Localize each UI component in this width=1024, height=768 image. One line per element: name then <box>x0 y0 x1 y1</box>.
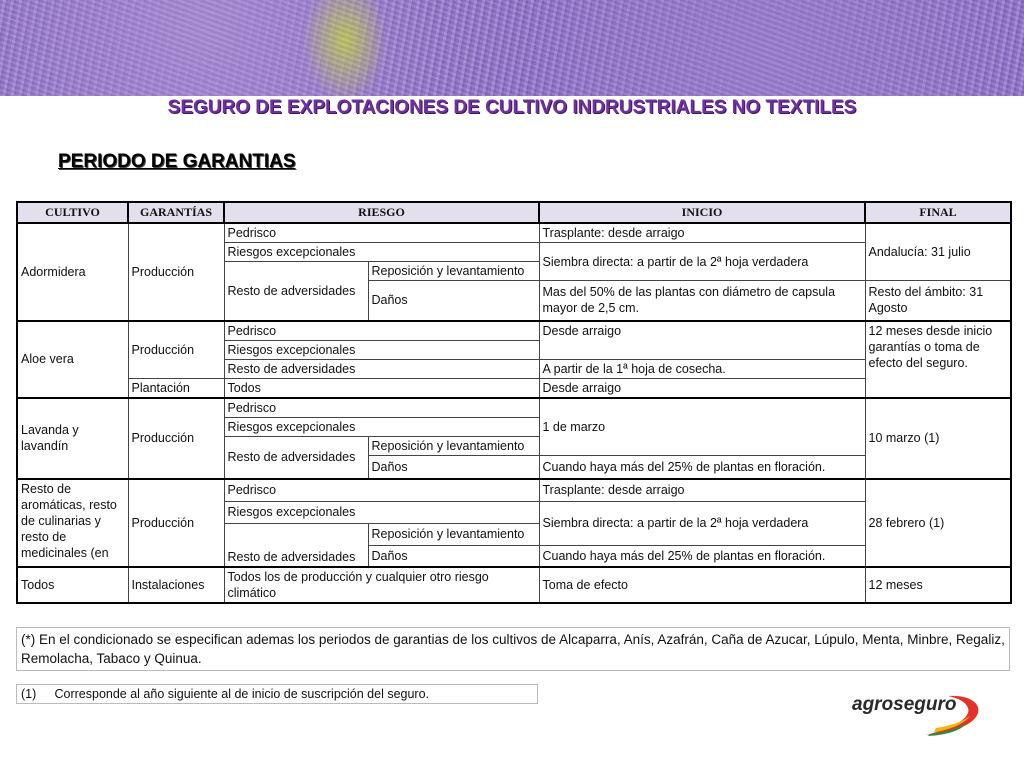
riesgo-cell: Resto de adversidades <box>224 436 368 479</box>
crops-note: (*) En el condicionado se especifican ademas los periodos de garantias de los cultivos de Alcaparra, Anís, Azafrán, Caña de Azucar, Lúpulo, Menta, Minbre, Regaliz, Remolacha, Tabaco y Quinua. <box>16 627 1010 671</box>
table-row <box>17 398 1011 418</box>
table-row <box>17 567 1011 603</box>
riesgo-cell: Riesgos excepcionales <box>224 501 539 523</box>
garantia-cell: Producción <box>128 398 224 480</box>
table-row <box>17 479 1011 501</box>
final-cell: 12 meses desde inicio garantías o toma de efecto del seguro. <box>865 321 1011 398</box>
footnote <box>16 684 538 704</box>
inicio-cell: Trasplante: desde arraigo <box>539 479 865 501</box>
inicio-cell: Toma de efecto <box>539 567 865 603</box>
riesgo-sub-cell: Reposición y levantamiento <box>368 523 539 545</box>
garantia-cell: Producción <box>128 479 224 567</box>
cultivo-cell: Resto de aromáticas, resto de culinarias y resto de medicinales (en <box>17 479 128 567</box>
header-cultivo: CULTIVO <box>17 202 128 223</box>
header-final: FINAL <box>865 202 1011 223</box>
garantia-cell: Plantación <box>128 378 224 398</box>
riesgo-sub-cell: Daños <box>368 281 539 321</box>
riesgo-sub-cell: Daños <box>368 455 539 479</box>
footnote-text: Corresponde al año siguiente al de inicio de suscripción del seguro. <box>54 687 430 701</box>
section-subtitle: PERIODO DE GARANTIAS <box>58 151 296 172</box>
riesgo-cell: Pedrisco <box>224 479 539 501</box>
footnote-number: (1) <box>21 687 37 701</box>
cultivo-cell: Aloe vera <box>17 321 128 398</box>
final-cell: Resto del ámbito: 31 Agosto <box>865 281 1011 321</box>
riesgo-cell: Riesgos excepcionales <box>224 417 539 436</box>
final-cell: 10 marzo (1) <box>865 398 1011 480</box>
inicio-cell: Siembra directa: a partir de la 2ª hoja verdadera <box>539 243 865 281</box>
inicio-cell: Mas del 50% de las plantas con diámetro de capsula mayor de 2,5 cm. <box>539 281 865 321</box>
riesgo-cell: Resto de adversidades <box>224 262 368 321</box>
inicio-cell: Siembra directa: a partir de la 2ª hoja verdadera <box>539 501 865 545</box>
riesgo-cell: Todos los de producción y cualquier otro riesgo climático <box>224 567 539 603</box>
inicio-cell: Trasplante: desde arraigo <box>539 223 865 243</box>
riesgo-cell: Riesgos excepcionales <box>224 340 539 359</box>
banner-texture <box>0 0 1024 96</box>
header-riesgo: RIESGO <box>224 202 539 223</box>
header-inicio: INICIO <box>539 202 865 223</box>
riesgo-sub-cell: Reposición y levantamiento <box>368 436 539 455</box>
cultivo-cell: Lavanda y lavandín <box>17 398 128 480</box>
page-title: SEGURO DE EXPLOTACIONES DE CULTIVO INDRUSTRIALES NO TEXTILES <box>167 97 857 118</box>
riesgo-cell: Todos <box>224 378 539 398</box>
inicio-cell: Cuando haya más del 25% de plantas en floración. <box>539 455 865 479</box>
cultivo-cell: Todos <box>17 567 128 603</box>
header-garantias: GARANTÍAS <box>128 202 224 223</box>
garantia-cell: Instalaciones <box>128 567 224 603</box>
inicio-cell: Desde arraigo <box>539 378 865 398</box>
inicio-cell: A partir de la 1ª hoja de cosecha. <box>539 359 865 378</box>
riesgo-cell: Resto de adversidades <box>224 523 368 567</box>
guarantee-periods-table <box>16 201 1012 604</box>
final-cell: 12 meses <box>865 567 1011 603</box>
riesgo-sub-cell: Daños <box>368 545 539 567</box>
logo-swoosh-icon <box>850 690 990 736</box>
inicio-cell: Cuando haya más del 25% de plantas en floración. <box>539 545 865 567</box>
riesgo-sub-cell: Reposición y levantamiento <box>368 262 539 281</box>
riesgo-cell: Pedrisco <box>224 223 539 243</box>
table-header-row <box>17 202 1011 223</box>
garantia-cell: Producción <box>128 321 224 379</box>
riesgo-cell: Pedrisco <box>224 321 539 341</box>
final-cell: Andalucía: 31 julio <box>865 223 1011 281</box>
inicio-cell: Desde arraigo <box>539 321 865 360</box>
table-row <box>17 378 1011 398</box>
garantia-cell: Producción <box>128 223 224 321</box>
agroseguro-logo <box>850 690 990 736</box>
cultivo-cell: Adormidera <box>17 223 128 321</box>
inicio-cell: 1 de marzo <box>539 398 865 456</box>
final-cell: 28 febrero (1) <box>865 479 1011 567</box>
riesgo-cell: Riesgos excepcionales <box>224 243 539 262</box>
table-row <box>17 223 1011 243</box>
logo-wordmark: agroseguro <box>852 694 957 715</box>
riesgo-cell: Resto de adversidades <box>224 359 539 378</box>
riesgo-cell: Pedrisco <box>224 398 539 418</box>
table-row <box>17 321 1011 341</box>
